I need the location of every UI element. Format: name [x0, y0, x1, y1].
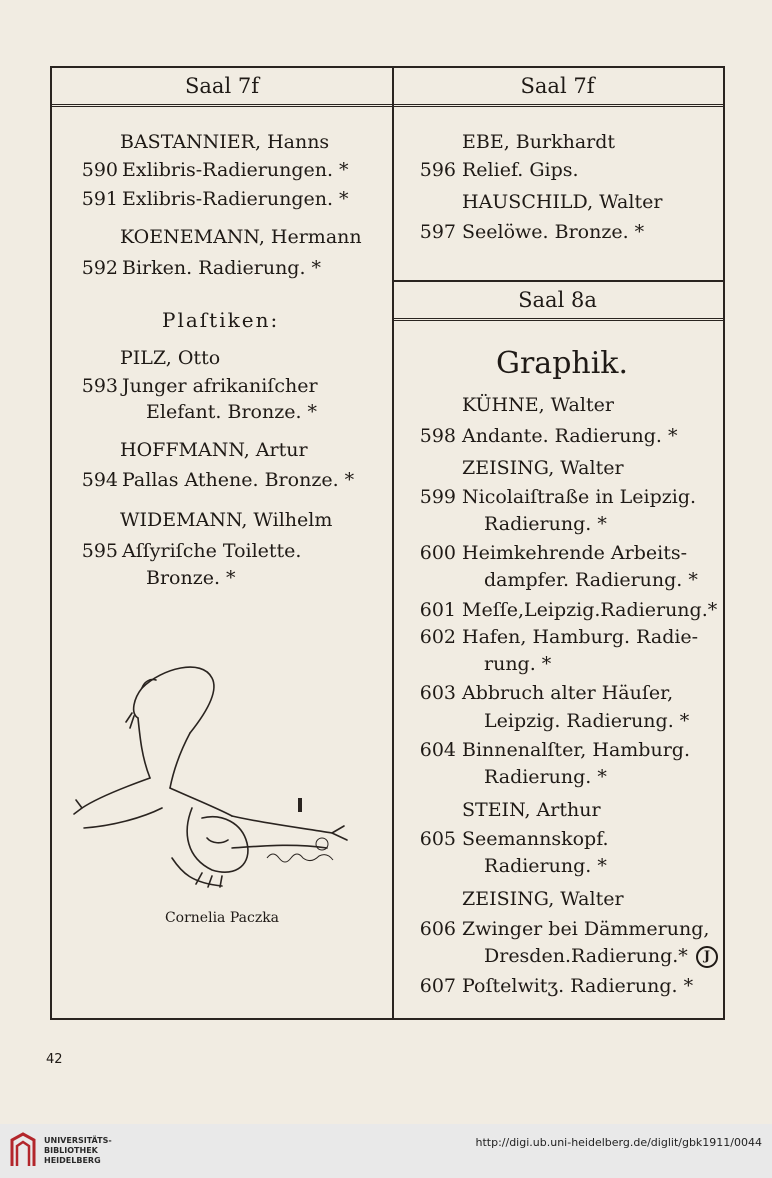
page-number: 42 — [46, 1052, 63, 1067]
entry-title: Meſſe,Leipzig.Radierung.* — [462, 599, 718, 621]
artist-name: PILZ, Otto — [120, 347, 221, 369]
entry-title: Zwinger bei Dämmerung, — [462, 918, 710, 940]
entry-title-cont: Leipzig. Radierung. * — [484, 710, 690, 732]
library-logo-icon — [8, 1132, 38, 1170]
entry-title: Relief. Gips. — [462, 159, 579, 181]
entry-title: Pallas Athene. Bronze. * — [122, 469, 355, 491]
entry-title: Abbruch alter Häuſer, — [462, 682, 674, 704]
entry-title-cont: rung. * — [484, 653, 552, 675]
entry-title: Andante. Radierung. * — [462, 425, 678, 447]
illustration-caption: Cornelia Paczka — [164, 910, 280, 926]
entry-number: 601 — [419, 599, 456, 621]
entry-number: 597 — [419, 221, 456, 243]
entry-number: 593 — [81, 375, 118, 397]
library-logo-text — [44, 1136, 112, 1166]
room-header-8a: Saal 8a — [392, 280, 723, 321]
entry-number: 602 — [419, 626, 456, 648]
entry-number: 595 — [81, 540, 118, 562]
entry-title: Poſtelwitʒ. Radierung. * — [462, 975, 694, 997]
section-heading: Graphik. — [496, 346, 629, 381]
source-url-link[interactable]: http://digi.ub.uni-heidelberg.de/diglit/gbk1911/0044 — [475, 1136, 762, 1149]
artist-name: ZEISING, Walter — [462, 457, 624, 479]
j-mark-icon: J — [696, 946, 718, 968]
entry-title: Seemannskopf. — [462, 828, 609, 850]
entry-title-cont: Bronze. * — [146, 567, 236, 589]
entry-number: 594 — [81, 469, 118, 491]
artist-name: STEIN, Arthur — [462, 799, 601, 821]
entry-title: Exlibris-Radierungen. * — [122, 159, 349, 181]
entry-title: Seelöwe. Bronze. * — [462, 221, 645, 243]
entry-title-cont: Radierung. * — [484, 513, 607, 535]
entry-number: 603 — [419, 682, 456, 704]
logo-line: BIBLIOTHEK — [44, 1146, 98, 1155]
entry-title: Exlibris-Radierungen. * — [122, 188, 349, 210]
entry-number: 590 — [81, 159, 118, 181]
entry-title-cont: dampfer. Radierung. * — [484, 569, 698, 591]
artist-name: EBE, Burkhardt — [462, 131, 616, 153]
entry-number: 596 — [419, 159, 456, 181]
entry-title: Binnenalſter, Hamburg. — [462, 739, 690, 761]
entry-number: 599 — [419, 486, 456, 508]
entry-number: 591 — [81, 188, 118, 210]
entry-title-cont: Radierung. * — [484, 766, 607, 788]
entry-number: 592 — [81, 257, 118, 279]
entry-title-cont: Dresden.Radierung.* — [484, 945, 688, 967]
right-column — [392, 68, 723, 1018]
artist-name: HAUSCHILD, Walter — [462, 191, 663, 213]
entry-title: Heimkehrende Arbeits- — [462, 542, 688, 564]
entry-number: 605 — [419, 828, 456, 850]
logo-line: UNIVERSITÄTS- — [44, 1136, 112, 1145]
entry-number: 604 — [419, 739, 456, 761]
artist-name: HOFFMANN, Artur — [120, 439, 308, 461]
entry-title: Nicolaiſtraße in Leipzig. — [462, 486, 697, 508]
right-room-header: Saal 7f — [392, 68, 723, 107]
entry-title: Junger afrikaniſcher — [122, 375, 318, 397]
entry-number: 606 — [419, 918, 456, 940]
catalog-frame — [50, 66, 725, 1020]
library-footer — [0, 1124, 772, 1178]
entry-number: 607 — [419, 975, 456, 997]
entry-title-cont: Elefant. Bronze. * — [146, 401, 318, 423]
entry-number: 600 — [419, 542, 456, 564]
artist-name: KÜHNE, Walter — [462, 394, 614, 416]
entry-title: Hafen, Hamburg. Radie- — [462, 626, 699, 648]
artist-name: BASTANNIER, Hanns — [120, 131, 330, 153]
entry-number: 598 — [419, 425, 456, 447]
left-column — [52, 68, 394, 1018]
logo-line: HEIDELBERG — [44, 1156, 101, 1165]
entry-title-cont: Radierung. * — [484, 855, 607, 877]
artist-name: KOENEMANN, Hermann — [120, 226, 362, 248]
figure-sketch-illustration — [72, 658, 372, 888]
entry-title: Birken. Radierung. * — [122, 257, 322, 279]
entry-title: Aſſyriſche Toilette. — [122, 540, 302, 562]
artist-name: ZEISING, Walter — [462, 888, 624, 910]
artist-name: WIDEMANN, Wilhelm — [120, 509, 333, 531]
section-heading: Plaſtiken: — [162, 308, 280, 332]
left-room-header: Saal 7f — [52, 68, 392, 107]
